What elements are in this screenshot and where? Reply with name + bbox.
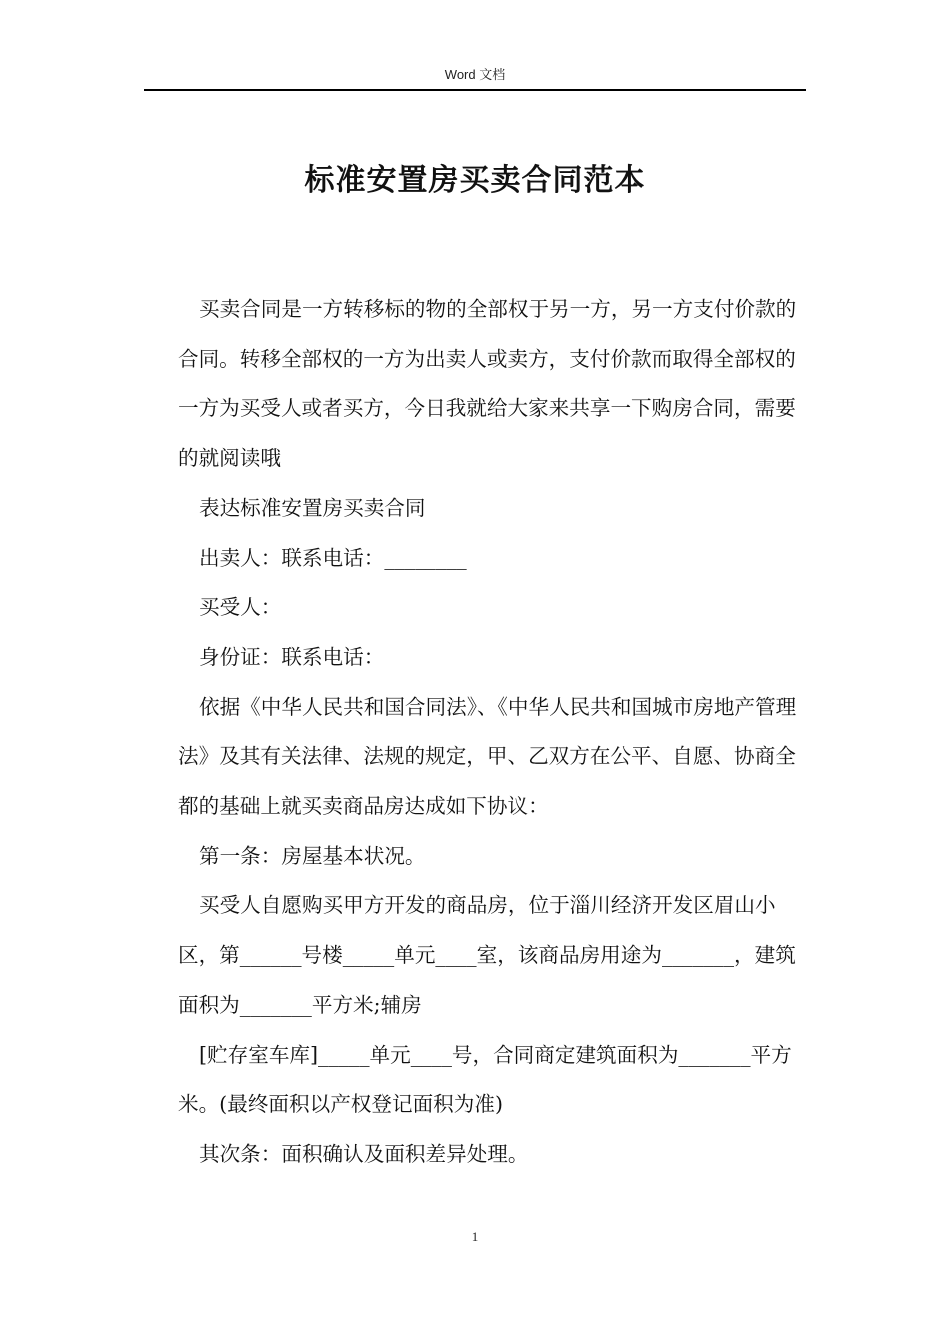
paragraph-legal-basis: 依据《中华人民共和国合同法》、《中华人民共和国城市房地产管理法》及其有关法律、法规的规定，甲、乙双方在公平、自愿、协商全都的基础上就买卖商品房达成如下协议： [178,694,797,819]
page-header [144,64,806,91]
paragraph-id-card: 身份证：联系电话： [199,644,385,669]
paragraph-article-1-body: 买受人自愿购买甲方开发的商品房，位于淄川经济开发区眉山小区，第______号楼_____单元____室，该商品房用途为_______，建筑面积为_______平方米;辅房 [178,893,796,1017]
paragraph-intro: 买卖合同是一方转移标的物的全部权于另一方，另一方支付价款的合同。转移全部权的一方为出卖人或卖方，支付价款而取得全部权的一方为买受人或者买方，今日我就给大家来共享一下购房合同，需要的就阅读哦 [178,297,797,471]
header-label: Word 文档 [444,67,506,82]
paragraph-storage-garage: [贮存室车库]_____单元____号，合同商定建筑面积为_______平方米。(最终面积以产权登记面积为准) [178,1042,792,1117]
document-title: 标准安置房买卖合同范本 [304,163,646,198]
page-number: 1 [471,1229,479,1244]
paragraph-buyer: 买受人： [199,595,282,620]
document-body [178,285,808,1180]
paragraph-contract-heading: 表达标准安置房买卖合同 [199,495,426,520]
paragraph-article-2-title: 其次条：面积确认及面积差异处理。 [199,1141,529,1166]
paragraph-article-1-title: 第一条：房屋基本状况。 [199,843,426,868]
paragraph-seller: 出卖人：联系电话：________ [199,545,467,570]
